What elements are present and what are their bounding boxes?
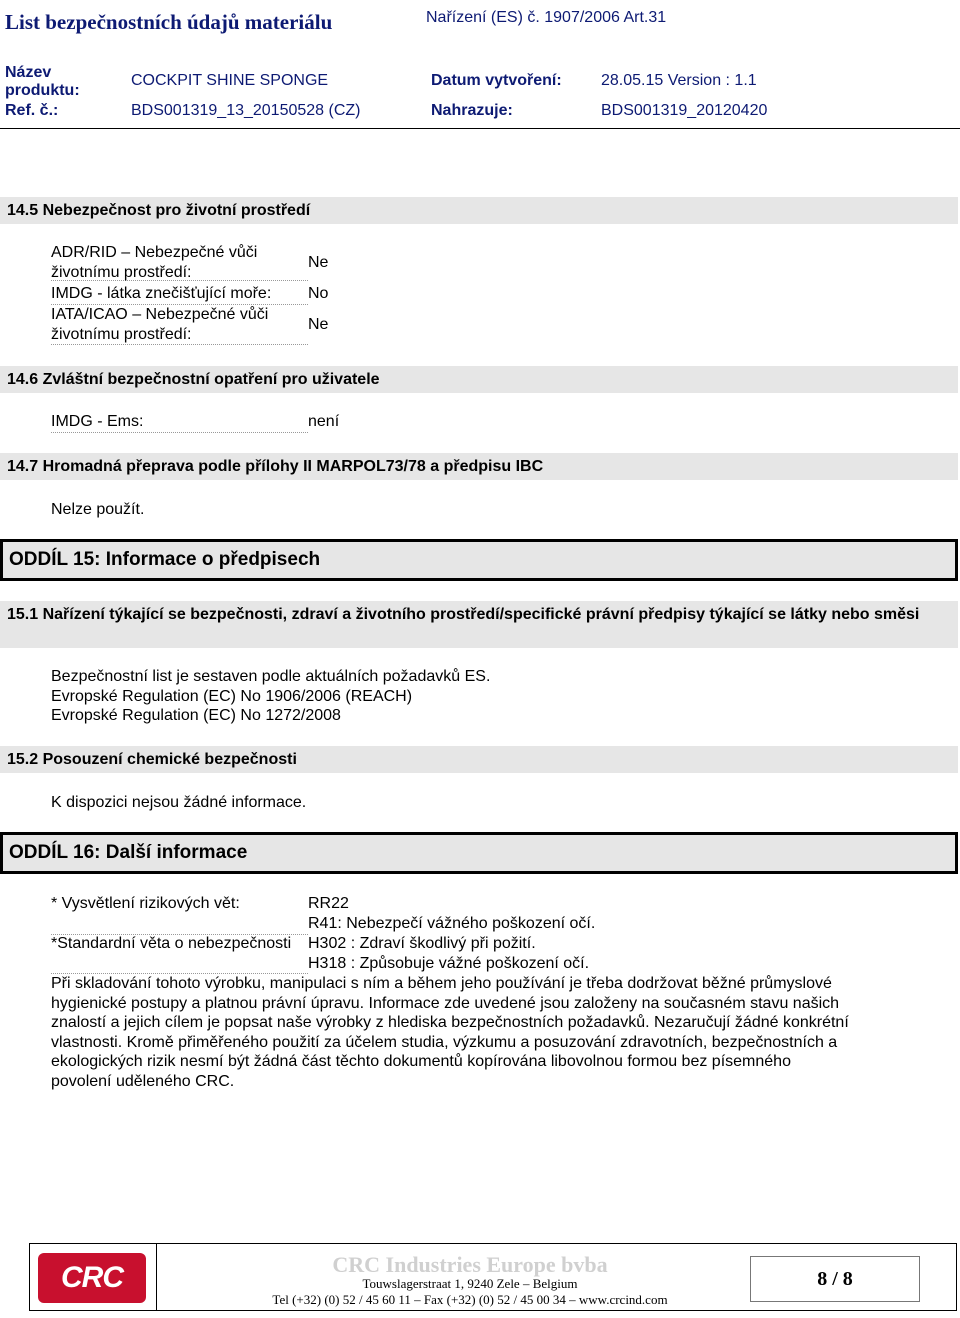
hazard-statements-label: *Standardní věta o nebezpečnosti [51,935,292,952]
imdg-ems-label: IMDG - Ems: [51,412,308,433]
section-15-2-heading: 15.2 Posouzení chemické bezpečnosti [0,746,958,773]
imdg-ems-value: není [308,413,340,430]
company-contact: Tel (+32) (0) 52 / 45 60 11 – Fax (+32) (0) 52 / 45 00 34 – www.crcind.com [272,1292,668,1307]
company-address: Touwslagerstraat 1, 9240 Zele – Belgium [362,1276,578,1291]
iata-icao-label: IATA/ICAO – Nebezpečné vůči životnímu prostředí: [51,305,308,345]
section-15-1-heading: 15.1 Nařízení týkající se bezpečnosti, zdraví a životního prostředí/specifické právní předpisy týkající se látky nebo směsi [0,601,958,648]
section-14-7-heading: 14.7 Hromadná přeprava podle přílohy II MARPOL73/78 a předpisu IBC [0,453,958,480]
imdg-marine-pollutant-value: No [308,285,329,302]
ref-label: Ref. č.: [5,102,59,119]
replaces-value: BDS001319_20120420 [601,102,768,119]
section-14-5-heading: 14.5 Nebezpečnost pro životní prostředí [0,197,958,224]
iata-icao-value: Ne [308,316,329,333]
section-14-6-heading: 14.6 Zvláštní bezpečnostní opatření pro uživatele [0,366,958,393]
page-number: 8 / 8 [750,1256,920,1302]
imdg-marine-pollutant-label: IMDG - látka znečišťující moře: [51,284,308,305]
adr-rid-value: Ne [308,254,329,271]
adr-rid-label: ADR/RID – Nebezpečné vůči životnímu prostředí: [51,243,308,281]
product-label: Název produktu: [5,64,80,99]
created-value: 28.05.15 Version : 1.1 [601,72,757,89]
risk-phrases-values: RR22 R41: Nebezpečí vážného poškození očí. [308,895,596,932]
product-name: COCKPIT SHINE SPONGE [131,72,329,89]
section-15-1-text: Bezpečnostní list je sestaven podle aktuálních požadavků ES. Evropské Regulation (EC) No 1906/2006 (REACH) Evropské Regulation (EC) No 1272/2008 [51,668,491,724]
replaces-label: Nahrazuje: [431,102,513,119]
hazard-statements-values: H302 : Zdraví škodlivý při požití. H318 : Způsobuje vážné poškození očí. [308,935,590,972]
section-15-heading: ODDÍL 15: Informace o předpisech [0,539,958,581]
regulation-reference: Nařízení (ES) č. 1907/2006 Art.31 [426,9,667,26]
ref-value: BDS001319_13_20150528 (CZ) [131,102,361,119]
marpol-text: Nelze použít. [51,501,145,518]
crc-logo: CRC [38,1253,146,1303]
risk-phrases-label: * Vysvětlení rizikových vět: [51,895,240,912]
section-15-2-text: K dispozici nejsou žádné informace. [51,794,307,811]
disclaimer-paragraph: Při skladování tohoto výrobku, manipulaci s ním a během jeho používání je třeba dodržovat běžné průmyslové hygienické postupy a platnou právní úpravu. Informace zde uvedené jsou založeny na současném stavu našich znalostí a jejich cílem je popsat naše výrobky z hlediska bezpečnostních požadavků. Nezaručují žádné konkrétní vlastnosti. Kromě přiměřeného použití za účelem studia, výzkumu a posuzování zdravotních, bezpečnostních a ekologických rizik nesmí být žádná část těchto dokumentů kopírována libovolnou formou bez písemného povolení uděleného CRC. [51,975,849,1090]
header-divider [0,128,960,129]
created-label: Datum vytvoření: [431,72,562,89]
document-title: List bezpečnostních údajů materiálu [5,10,333,34]
section-16-heading: ODDÍL 16: Další informace [0,832,958,874]
company-name: CRC Industries Europe bvba [332,1252,608,1277]
